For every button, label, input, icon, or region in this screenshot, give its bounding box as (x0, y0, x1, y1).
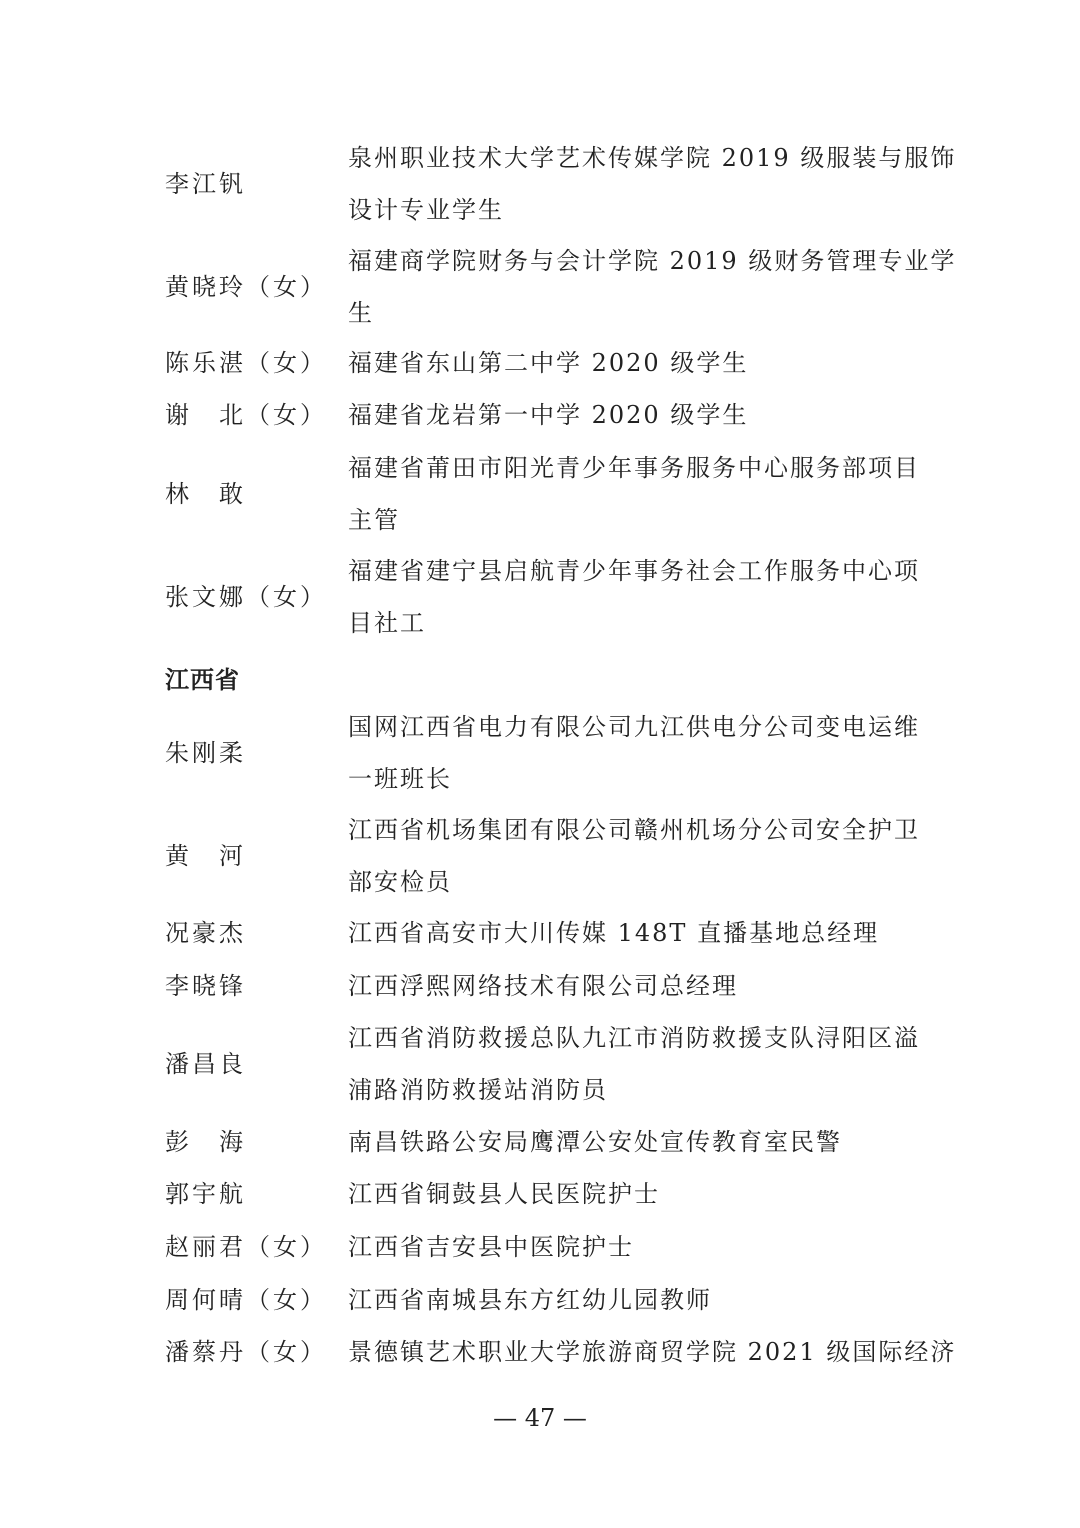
person-name: 谢 北（女） (165, 401, 327, 429)
person-name: 林 敢 (165, 480, 246, 508)
person-name: 陈乐湛（女） (165, 349, 327, 377)
person-name: 潘昌良 (165, 1050, 246, 1078)
person-affiliation: 江西省高安市大川传媒 148T 直播基地总经理 (348, 919, 880, 947)
person-name: 况豪杰 (165, 919, 246, 947)
person-name: 周何晴（女） (165, 1286, 327, 1314)
person-affiliation: 江西省南城县东方红幼儿园教师 (348, 1286, 712, 1314)
person-affiliation: 景德镇艺术职业大学旅游商贸学院 2021 级国际经济 (348, 1338, 957, 1366)
person-affiliation: 福建商学院财务与会计学院 2019 级财务管理专业学 生 (348, 247, 957, 327)
person-affiliation: 福建省东山第二中学 2020 级学生 (348, 349, 749, 377)
person-name: 黄 河 (165, 842, 246, 870)
page-number: — 47 — (493, 1404, 587, 1432)
person-affiliation: 江西浮熙网络技术有限公司总经理 (348, 972, 738, 1000)
person-name: 赵丽君（女） (165, 1233, 327, 1261)
person-affiliation: 泉州职业技术大学艺术传媒学院 2019 级服装与服饰 设计专业学生 (348, 144, 957, 224)
person-name: 朱刚柔 (165, 739, 246, 767)
person-name: 李江钒 (165, 170, 246, 198)
person-affiliation: 江西省机场集团有限公司赣州机场分公司安全护卫 部安检员 (348, 816, 920, 896)
person-name: 黄晓玲（女） (165, 273, 327, 301)
person-name: 彭 海 (165, 1128, 246, 1156)
person-affiliation: 福建省建宁县启航青少年事务社会工作服务中心项 目社工 (348, 557, 920, 637)
person-name: 潘蔡丹（女） (165, 1338, 327, 1366)
person-affiliation: 福建省莆田市阳光青少年事务服务中心服务部项目 主管 (348, 454, 920, 534)
person-affiliation: 南昌铁路公安局鹰潭公安处宣传教育室民警 (348, 1128, 842, 1156)
section-heading: 江西省 (165, 666, 240, 694)
person-affiliation: 福建省龙岩第一中学 2020 级学生 (348, 401, 749, 429)
person-name: 郭宇航 (165, 1180, 246, 1208)
person-affiliation: 江西省消防救援总队九江市消防救援支队浔阳区溢 浦路消防救援站消防员 (348, 1024, 920, 1104)
person-name: 张文娜（女） (165, 583, 327, 611)
person-affiliation: 江西省吉安县中医院护士 (348, 1233, 634, 1261)
person-name: 李晓锋 (165, 972, 246, 1000)
person-affiliation: 江西省铜鼓县人民医院护士 (348, 1180, 660, 1208)
person-affiliation: 国网江西省电力有限公司九江供电分公司变电运维 一班班长 (348, 713, 920, 793)
